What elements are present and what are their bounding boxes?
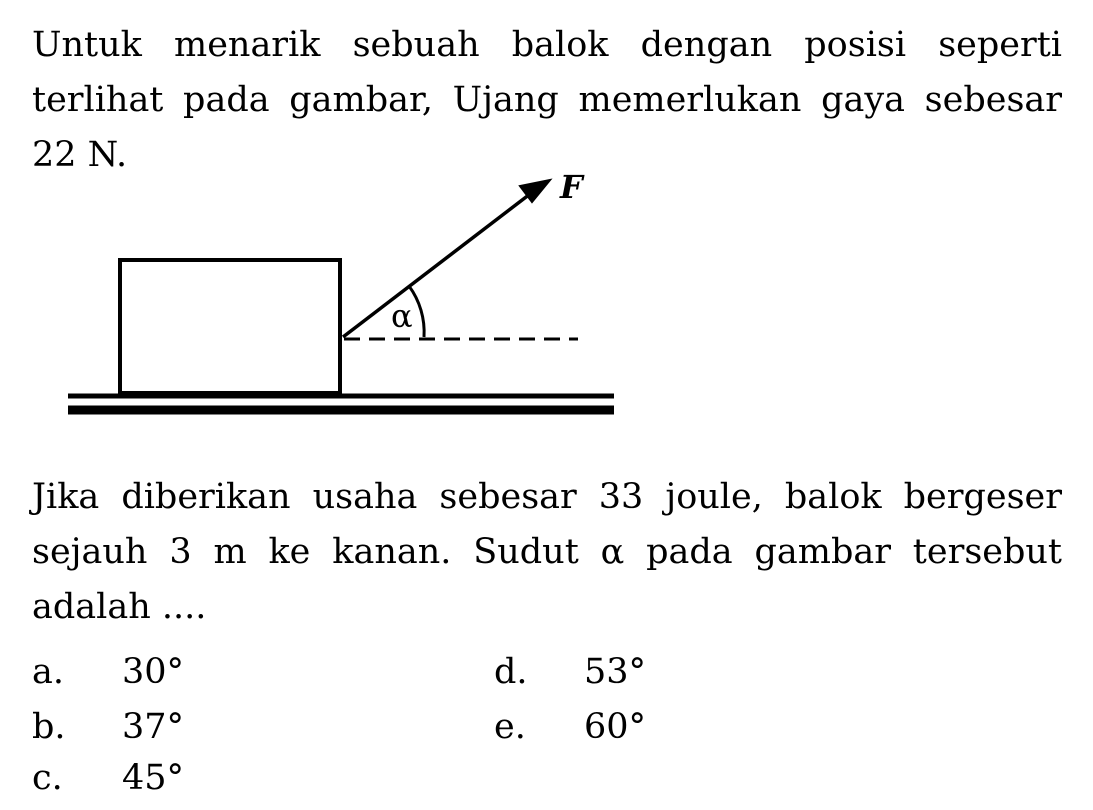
force-arrow-shaft bbox=[343, 194, 530, 337]
option-value: 60° bbox=[584, 707, 647, 747]
option-e[interactable] bbox=[494, 707, 646, 747]
option-d[interactable] bbox=[494, 652, 646, 692]
option-value: 45° bbox=[122, 758, 185, 798]
option-letter: c. bbox=[32, 758, 63, 798]
option-letter: d. bbox=[494, 652, 528, 692]
option-letter: e. bbox=[494, 707, 526, 747]
option-c[interactable] bbox=[32, 758, 184, 798]
option-value: 37° bbox=[122, 707, 185, 747]
option-letter: a. bbox=[32, 652, 64, 692]
force-label: F bbox=[560, 168, 583, 206]
angle-label: α bbox=[391, 297, 413, 335]
option-b[interactable] bbox=[32, 707, 184, 747]
option-value: 30° bbox=[122, 652, 185, 692]
option-letter: b. bbox=[32, 707, 66, 747]
block bbox=[120, 260, 340, 393]
option-a[interactable] bbox=[32, 652, 184, 692]
question-body: Jika diberikan usaha sebesar 33 joule, balok bergeser sejauh 3 m ke kanan. Sudut α pada gambar tersebut adalah .... bbox=[32, 477, 1062, 627]
option-value: 53° bbox=[584, 652, 647, 692]
question-intro: Untuk menarik sebuah balok dengan posisi seperti terlihat pada gambar, Ujang memerlukan gaya sebesar 22 N. bbox=[32, 25, 1062, 175]
